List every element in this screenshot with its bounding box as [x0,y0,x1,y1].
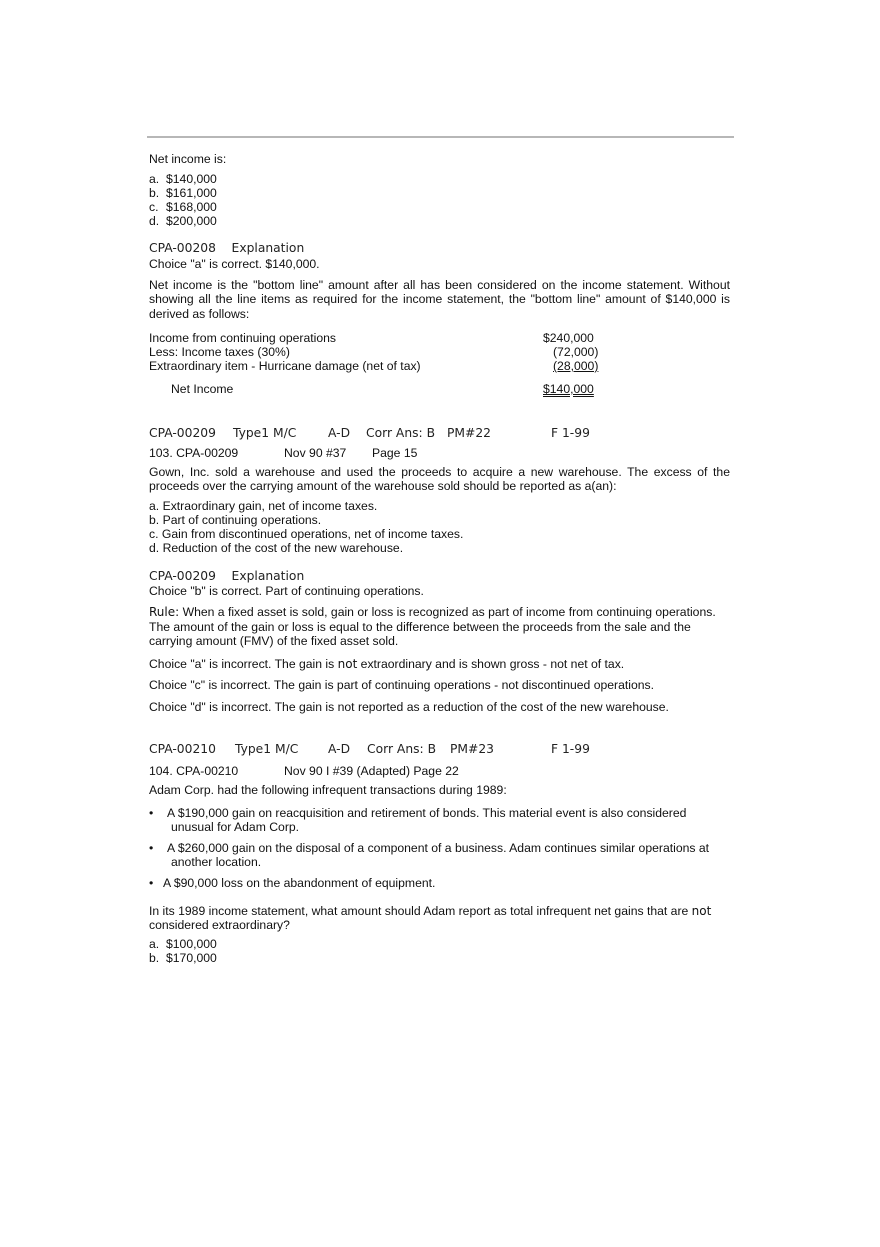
q209-page: Page 15 [372,446,418,460]
q210-pm: PM#23 [450,742,494,756]
q209-incorrect-c: Choice "c" is incorrect. The gain is part of continuing operations - not discontinued operations. [149,678,655,692]
q210-f: F 1-99 [551,742,590,756]
q210-question-line-1: In its 1989 income statement, what amount should Adam report as total infrequent net gains that are not [149,904,712,918]
q208-correct-choice: Choice "a" is correct. $140,000. [149,257,320,271]
q209-explanation-header: CPA-00209 Explanation [149,569,305,583]
q209-range: A-D [328,426,351,440]
q209-rule-line-3: carrying amount (FMV) of the fixed asset sold. [149,634,399,648]
table-label: Income from continuing operations [149,331,336,345]
net-income-amount: $140,000 [543,382,594,396]
q210-bullet: • A $90,000 loss on the abandonment of equipment. [149,876,436,890]
table-label: Extraordinary item - Hurricane damage (net of tax) [149,359,421,373]
table-label: Less: Income taxes (30%) [149,345,290,359]
q209-source: Nov 90 #37 [284,446,347,460]
q209-option-a: a. Extraordinary gain, net of income taxes. [149,499,378,513]
bullet-marker: • [149,806,154,820]
q209-incorrect-d: Choice "d" is incorrect. The gain is not reported as a reduction of the cost of the new warehouse. [149,700,669,714]
q209-f: F 1-99 [551,426,590,440]
q210-question-line-2: considered extraordinary? [149,918,290,932]
q210-type: Type1 M/C [235,742,299,756]
q210-option-a: a. $100,000 [149,937,217,951]
q209-correct-choice: Choice "b" is correct. Part of continuing operations. [149,584,424,598]
table-amount: (28,000) [553,359,599,373]
q209-option-b: b. Part of continuing operations. [149,513,322,527]
rule-keyword: Rule: [149,605,180,619]
q208-stem: Net income is: [149,152,227,166]
q209-id: CPA-00209 [149,426,216,440]
q209-option-d: d. Reduction of the cost of the new warehouse. [149,541,404,555]
table-amount: (72,000) [553,345,599,359]
q209-number: 103. CPA-00209 [149,446,239,460]
q209-option-c: c. Gain from discontinued operations, net of income taxes. [149,527,464,541]
bullet-marker: • [149,876,154,890]
q208-option-a: a. $140,000 [149,172,217,186]
q210-bullet: • A $260,000 gain on the disposal of a component of a business. Adam continues similar operations at another location. [149,841,710,869]
q209-rule-line-2: The amount of the gain or loss is equal to the difference between the proceeds from the sale and the [149,620,691,634]
q209-answer: Corr Ans: B [366,426,436,440]
q209-type: Type1 M/C [233,426,297,440]
q208-explanation-text: Net income is the "bottom line" amount after all has been considered on the income statement. Without showing all the line items as required for the income statement, the "bottom line" amount of $140,000 is derived as follows: [149,278,730,321]
q208-option-d: d. $200,000 [149,214,217,228]
q209-incorrect-a: Choice "a" is incorrect. The gain is not extraordinary and is shown gross - not net of tax. [149,657,625,671]
q210-answer: Corr Ans: B [367,742,437,756]
q210-range: A-D [328,742,351,756]
q209-source-line [149,446,734,460]
q209-pm: PM#22 [447,426,491,440]
q208-explanation-header: CPA-00208 Explanation [149,241,305,255]
net-income-label: Net Income [171,382,234,396]
q209-rule-line-1: Rule: When a fixed asset is sold, gain or loss is recognized as part of income from continuing operations. [149,605,716,619]
q210-source: Nov 90 I #39 (Adapted) Page 22 [284,764,459,778]
q208-option-c: c. $168,000 [149,200,217,214]
q209-stem: Gown, Inc. sold a warehouse and used the proceeds to acquire a new warehouse. The excess of the proceeds over the carrying amount of the warehouse sold should be reported as a(an): [149,465,730,494]
header-rule [147,136,734,138]
table-amount: $240,000 [543,331,594,345]
q210-id: CPA-00210 [149,742,216,756]
q209-header-row [149,426,734,441]
q210-bullet: • A $190,000 gain on reacquisition and retirement of bonds. This material event is also considered unusual for Adam Corp. [149,806,687,834]
q210-intro: Adam Corp. had the following infrequent transactions during 1989: [149,783,507,797]
bullet-marker: • [149,841,154,855]
q210-source-line [149,764,734,778]
q208-option-b: b. $161,000 [149,186,217,200]
q210-number: 104. CPA-00210 [149,764,239,778]
q210-header-row [149,742,734,757]
q210-option-b: b. $170,000 [149,951,217,965]
